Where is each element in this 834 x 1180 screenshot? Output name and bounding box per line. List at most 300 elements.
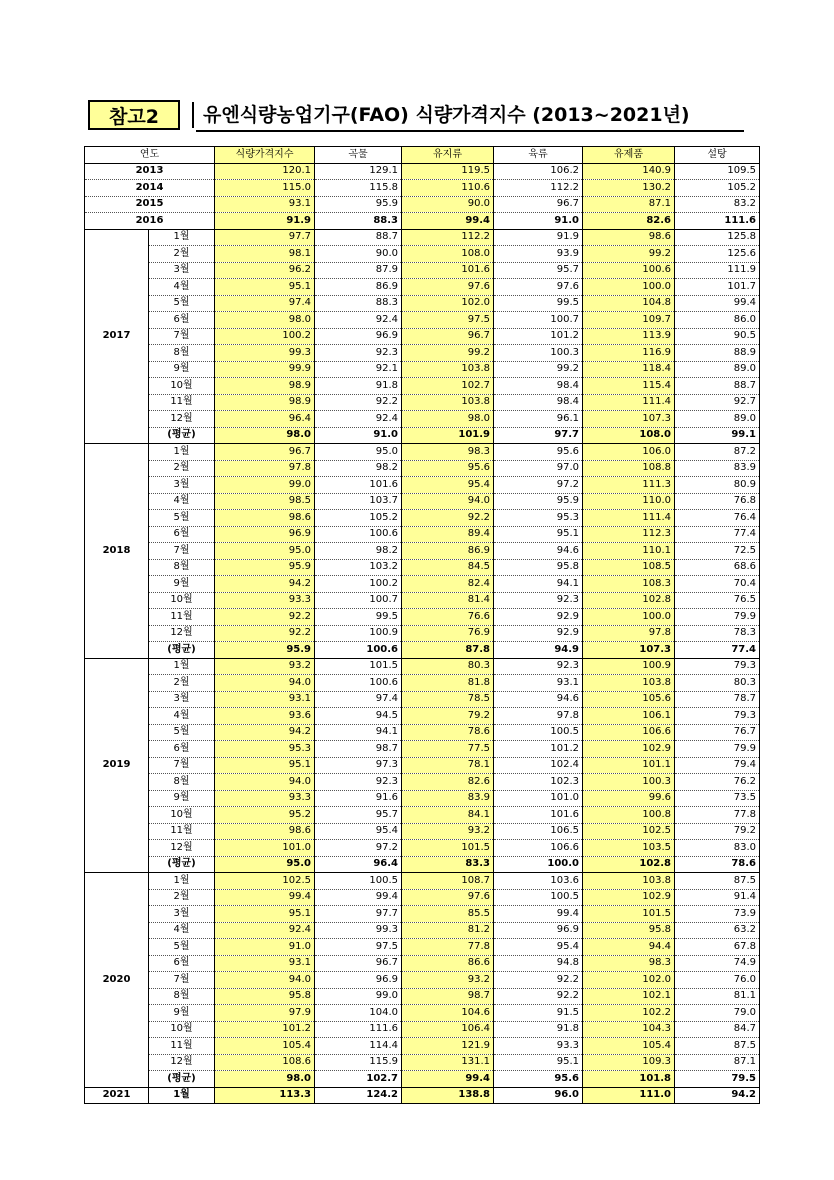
table-row bbox=[85, 972, 760, 989]
cell-food-price-index: 93.1 bbox=[215, 691, 315, 708]
table-row bbox=[85, 658, 760, 675]
cell-sugar: 111.6 bbox=[675, 213, 760, 230]
cell-sugar: 125.6 bbox=[675, 246, 760, 263]
table-row bbox=[85, 592, 760, 609]
cell-food-price-index: 94.0 bbox=[215, 774, 315, 791]
cell-meat: 95.3 bbox=[494, 510, 583, 527]
cell-meat: 102.4 bbox=[494, 757, 583, 774]
cell-meat: 99.2 bbox=[494, 361, 583, 378]
cell-sugar: 74.9 bbox=[675, 955, 760, 972]
cell-meat: 100.7 bbox=[494, 312, 583, 329]
cell-cereals: 115.9 bbox=[315, 1054, 402, 1071]
cell-meat: 92.3 bbox=[494, 592, 583, 609]
cell-food-price-index: 94.0 bbox=[215, 675, 315, 692]
cell-sugar: 111.9 bbox=[675, 262, 760, 279]
cell-food-price-index: 96.4 bbox=[215, 411, 315, 428]
cell-meat: 101.2 bbox=[494, 741, 583, 758]
cell-cereals: 114.4 bbox=[315, 1038, 402, 1055]
month-label: 3월 bbox=[149, 262, 215, 279]
cell-dairy: 97.8 bbox=[583, 625, 675, 642]
cell-food-price-index: 96.9 bbox=[215, 526, 315, 543]
cell-food-price-index: 98.9 bbox=[215, 378, 315, 395]
cell-cereals: 101.6 bbox=[315, 477, 402, 494]
cell-sugar: 87.5 bbox=[675, 1038, 760, 1055]
cell-cereals: 100.6 bbox=[315, 675, 402, 692]
cell-oils: 82.6 bbox=[402, 774, 494, 791]
cell-food-price-index: 115.0 bbox=[215, 180, 315, 197]
cell-meat: 101.2 bbox=[494, 328, 583, 345]
cell-cereals: 90.0 bbox=[315, 246, 402, 263]
year-label: 2014 bbox=[85, 180, 215, 197]
cell-food-price-index: 97.9 bbox=[215, 1005, 315, 1022]
month-label: 3월 bbox=[149, 691, 215, 708]
cell-sugar: 99.1 bbox=[675, 427, 760, 444]
month-label: 4월 bbox=[149, 279, 215, 296]
month-label: 11월 bbox=[149, 394, 215, 411]
cell-meat: 97.6 bbox=[494, 279, 583, 296]
cell-dairy: 102.2 bbox=[583, 1005, 675, 1022]
cell-meat: 95.1 bbox=[494, 526, 583, 543]
cell-sugar: 67.8 bbox=[675, 939, 760, 956]
cell-food-price-index: 102.5 bbox=[215, 873, 315, 890]
month-label: 7월 bbox=[149, 972, 215, 989]
cell-dairy: 100.9 bbox=[583, 658, 675, 675]
table-row bbox=[85, 312, 760, 329]
cell-cereals: 88.3 bbox=[315, 213, 402, 230]
cell-oils: 77.5 bbox=[402, 741, 494, 758]
cell-oils: 138.8 bbox=[402, 1087, 494, 1104]
cell-dairy: 109.7 bbox=[583, 312, 675, 329]
cell-oils: 108.7 bbox=[402, 873, 494, 890]
cell-dairy: 99.6 bbox=[583, 790, 675, 807]
table-row bbox=[85, 180, 760, 197]
cell-oils: 85.5 bbox=[402, 906, 494, 923]
cell-sugar: 87.5 bbox=[675, 873, 760, 890]
table-row bbox=[85, 411, 760, 428]
cell-food-price-index: 93.6 bbox=[215, 708, 315, 725]
cell-dairy: 98.3 bbox=[583, 955, 675, 972]
cell-dairy: 116.9 bbox=[583, 345, 675, 362]
cell-meat: 101.6 bbox=[494, 807, 583, 824]
cell-cereals: 129.1 bbox=[315, 163, 402, 180]
table-row bbox=[85, 1054, 760, 1071]
table-row bbox=[85, 873, 760, 890]
month-label: 1월 bbox=[149, 444, 215, 461]
cell-food-price-index: 93.3 bbox=[215, 790, 315, 807]
cell-cereals: 103.2 bbox=[315, 559, 402, 576]
table-row bbox=[85, 345, 760, 362]
table-row bbox=[85, 378, 760, 395]
cell-sugar: 125.8 bbox=[675, 229, 760, 246]
cell-food-price-index: 95.1 bbox=[215, 279, 315, 296]
month-label: 9월 bbox=[149, 790, 215, 807]
cell-oils: 112.2 bbox=[402, 229, 494, 246]
cell-food-price-index: 95.2 bbox=[215, 807, 315, 824]
table-row bbox=[85, 939, 760, 956]
cell-dairy: 118.4 bbox=[583, 361, 675, 378]
cell-food-price-index: 93.3 bbox=[215, 592, 315, 609]
month-label: 11월 bbox=[149, 1038, 215, 1055]
month-label: 1월 bbox=[149, 1087, 215, 1104]
cell-oils: 99.2 bbox=[402, 345, 494, 362]
month-label: 10월 bbox=[149, 592, 215, 609]
cell-sugar: 73.9 bbox=[675, 906, 760, 923]
cell-food-price-index: 99.9 bbox=[215, 361, 315, 378]
cell-food-price-index: 93.1 bbox=[215, 196, 315, 213]
header-cereals: 곡물 bbox=[315, 147, 402, 164]
cell-meat: 95.6 bbox=[494, 1071, 583, 1088]
table-row bbox=[85, 427, 760, 444]
month-label: 6월 bbox=[149, 526, 215, 543]
table-row bbox=[85, 1005, 760, 1022]
title-separator bbox=[192, 102, 194, 128]
cell-dairy: 106.1 bbox=[583, 708, 675, 725]
month-label: 8월 bbox=[149, 988, 215, 1005]
cell-cereals: 100.6 bbox=[315, 642, 402, 659]
table-row bbox=[85, 493, 760, 510]
year-label: 2015 bbox=[85, 196, 215, 213]
cell-sugar: 79.3 bbox=[675, 708, 760, 725]
cell-oils: 93.2 bbox=[402, 972, 494, 989]
cell-food-price-index: 96.7 bbox=[215, 444, 315, 461]
cell-sugar: 76.4 bbox=[675, 510, 760, 527]
cell-cereals: 92.1 bbox=[315, 361, 402, 378]
table-row bbox=[85, 1071, 760, 1088]
cell-oils: 78.1 bbox=[402, 757, 494, 774]
cell-sugar: 77.4 bbox=[675, 526, 760, 543]
cell-cereals: 101.5 bbox=[315, 658, 402, 675]
table-row bbox=[85, 559, 760, 576]
cell-oils: 101.6 bbox=[402, 262, 494, 279]
cell-sugar: 83.2 bbox=[675, 196, 760, 213]
cell-food-price-index: 95.1 bbox=[215, 757, 315, 774]
cell-oils: 95.6 bbox=[402, 460, 494, 477]
cell-food-price-index: 95.1 bbox=[215, 906, 315, 923]
cell-oils: 84.1 bbox=[402, 807, 494, 824]
month-label: 9월 bbox=[149, 361, 215, 378]
header-sugar: 설탕 bbox=[675, 147, 760, 164]
table-row bbox=[85, 328, 760, 345]
cell-oils: 84.5 bbox=[402, 559, 494, 576]
cell-dairy: 100.8 bbox=[583, 807, 675, 824]
cell-meat: 91.5 bbox=[494, 1005, 583, 1022]
table-row bbox=[85, 856, 760, 873]
cell-sugar: 89.0 bbox=[675, 361, 760, 378]
cell-oils: 76.6 bbox=[402, 609, 494, 626]
cell-food-price-index: 99.4 bbox=[215, 889, 315, 906]
cell-dairy: 105.6 bbox=[583, 691, 675, 708]
cell-sugar: 79.0 bbox=[675, 1005, 760, 1022]
month-label: 6월 bbox=[149, 312, 215, 329]
cell-food-price-index: 92.2 bbox=[215, 609, 315, 626]
table-row bbox=[85, 642, 760, 659]
cell-cereals: 91.6 bbox=[315, 790, 402, 807]
cell-dairy: 103.8 bbox=[583, 675, 675, 692]
cell-dairy: 110.1 bbox=[583, 543, 675, 560]
table-row bbox=[85, 444, 760, 461]
cell-sugar: 78.3 bbox=[675, 625, 760, 642]
cell-dairy: 99.2 bbox=[583, 246, 675, 263]
cell-sugar: 88.9 bbox=[675, 345, 760, 362]
table-row bbox=[85, 460, 760, 477]
month-label: 11월 bbox=[149, 609, 215, 626]
month-label: 10월 bbox=[149, 1021, 215, 1038]
cell-cereals: 92.2 bbox=[315, 394, 402, 411]
cell-sugar: 109.5 bbox=[675, 163, 760, 180]
month-label: 11월 bbox=[149, 823, 215, 840]
cell-dairy: 112.3 bbox=[583, 526, 675, 543]
table-row bbox=[85, 790, 760, 807]
month-label: 9월 bbox=[149, 1005, 215, 1022]
cell-food-price-index: 94.2 bbox=[215, 724, 315, 741]
cell-oils: 83.3 bbox=[402, 856, 494, 873]
cell-cereals: 95.9 bbox=[315, 196, 402, 213]
cell-sugar: 78.6 bbox=[675, 856, 760, 873]
cell-sugar: 86.0 bbox=[675, 312, 760, 329]
month-label: 4월 bbox=[149, 493, 215, 510]
cell-meat: 106.5 bbox=[494, 823, 583, 840]
table-row bbox=[85, 757, 760, 774]
cell-meat: 95.8 bbox=[494, 559, 583, 576]
cell-meat: 95.6 bbox=[494, 444, 583, 461]
cell-food-price-index: 100.2 bbox=[215, 328, 315, 345]
cell-oils: 119.5 bbox=[402, 163, 494, 180]
cell-sugar: 79.5 bbox=[675, 1071, 760, 1088]
cell-dairy: 107.3 bbox=[583, 642, 675, 659]
cell-meat: 100.3 bbox=[494, 345, 583, 362]
table-row bbox=[85, 609, 760, 626]
cell-oils: 108.0 bbox=[402, 246, 494, 263]
table-row bbox=[85, 361, 760, 378]
cell-meat: 91.8 bbox=[494, 1021, 583, 1038]
cell-food-price-index: 94.2 bbox=[215, 576, 315, 593]
cell-food-price-index: 101.0 bbox=[215, 840, 315, 857]
cell-food-price-index: 92.4 bbox=[215, 922, 315, 939]
cell-meat: 100.5 bbox=[494, 724, 583, 741]
cell-meat: 94.6 bbox=[494, 691, 583, 708]
cell-oils: 99.4 bbox=[402, 1071, 494, 1088]
table-row bbox=[85, 691, 760, 708]
cell-sugar: 79.9 bbox=[675, 741, 760, 758]
cell-food-price-index: 95.3 bbox=[215, 741, 315, 758]
cell-meat: 100.0 bbox=[494, 856, 583, 873]
cell-food-price-index: 98.0 bbox=[215, 312, 315, 329]
month-label: 4월 bbox=[149, 708, 215, 725]
cell-cereals: 99.3 bbox=[315, 922, 402, 939]
fao-food-price-index-table bbox=[84, 146, 760, 1104]
cell-cereals: 97.4 bbox=[315, 691, 402, 708]
cell-dairy: 103.5 bbox=[583, 840, 675, 857]
month-label: 2월 bbox=[149, 460, 215, 477]
cell-food-price-index: 98.0 bbox=[215, 1071, 315, 1088]
cell-meat: 94.6 bbox=[494, 543, 583, 560]
cell-sugar: 77.4 bbox=[675, 642, 760, 659]
table-row bbox=[85, 394, 760, 411]
cell-meat: 106.2 bbox=[494, 163, 583, 180]
month-label: 2월 bbox=[149, 889, 215, 906]
cell-dairy: 111.3 bbox=[583, 477, 675, 494]
cell-cereals: 111.6 bbox=[315, 1021, 402, 1038]
cell-food-price-index: 95.9 bbox=[215, 559, 315, 576]
cell-oils: 101.5 bbox=[402, 840, 494, 857]
cell-dairy: 108.5 bbox=[583, 559, 675, 576]
cell-food-price-index: 93.2 bbox=[215, 658, 315, 675]
cell-dairy: 102.9 bbox=[583, 889, 675, 906]
cell-dairy: 110.0 bbox=[583, 493, 675, 510]
month-label: 1월 bbox=[149, 229, 215, 246]
cell-sugar: 80.3 bbox=[675, 675, 760, 692]
cell-cereals: 124.2 bbox=[315, 1087, 402, 1104]
cell-cereals: 94.5 bbox=[315, 708, 402, 725]
cell-cereals: 115.8 bbox=[315, 180, 402, 197]
table-row bbox=[85, 708, 760, 725]
cell-dairy: 94.4 bbox=[583, 939, 675, 956]
cell-sugar: 79.9 bbox=[675, 609, 760, 626]
header-year: 연도 bbox=[85, 147, 215, 164]
cell-dairy: 102.5 bbox=[583, 823, 675, 840]
month-label: 3월 bbox=[149, 477, 215, 494]
cell-oils: 76.9 bbox=[402, 625, 494, 642]
cell-sugar: 76.7 bbox=[675, 724, 760, 741]
cell-cereals: 92.3 bbox=[315, 345, 402, 362]
cell-food-price-index: 98.0 bbox=[215, 427, 315, 444]
cell-food-price-index: 95.0 bbox=[215, 856, 315, 873]
cell-meat: 93.1 bbox=[494, 675, 583, 692]
cell-food-price-index: 93.1 bbox=[215, 955, 315, 972]
cell-meat: 97.8 bbox=[494, 708, 583, 725]
cell-oils: 106.4 bbox=[402, 1021, 494, 1038]
cell-oils: 92.2 bbox=[402, 510, 494, 527]
cell-sugar: 76.8 bbox=[675, 493, 760, 510]
month-label: (평균) bbox=[149, 427, 215, 444]
table-row bbox=[85, 510, 760, 527]
cell-oils: 87.8 bbox=[402, 642, 494, 659]
cell-meat: 97.7 bbox=[494, 427, 583, 444]
table-row bbox=[85, 840, 760, 857]
cell-dairy: 102.9 bbox=[583, 741, 675, 758]
cell-oils: 121.9 bbox=[402, 1038, 494, 1055]
cell-sugar: 83.9 bbox=[675, 460, 760, 477]
table-row bbox=[85, 196, 760, 213]
month-label: 2월 bbox=[149, 246, 215, 263]
cell-dairy: 101.1 bbox=[583, 757, 675, 774]
table-row bbox=[85, 526, 760, 543]
cell-meat: 96.7 bbox=[494, 196, 583, 213]
table-row bbox=[85, 922, 760, 939]
header-dairy: 유제품 bbox=[583, 147, 675, 164]
group-year-label: 2019 bbox=[85, 658, 149, 873]
month-label: 10월 bbox=[149, 807, 215, 824]
cell-cereals: 98.2 bbox=[315, 460, 402, 477]
cell-cereals: 102.7 bbox=[315, 1071, 402, 1088]
cell-oils: 101.9 bbox=[402, 427, 494, 444]
month-label: 6월 bbox=[149, 955, 215, 972]
cell-food-price-index: 97.7 bbox=[215, 229, 315, 246]
cell-cereals: 96.9 bbox=[315, 972, 402, 989]
cell-dairy: 140.9 bbox=[583, 163, 675, 180]
month-label: (평균) bbox=[149, 1071, 215, 1088]
cell-sugar: 68.6 bbox=[675, 559, 760, 576]
cell-oils: 98.0 bbox=[402, 411, 494, 428]
cell-dairy: 113.9 bbox=[583, 328, 675, 345]
cell-meat: 98.4 bbox=[494, 378, 583, 395]
group-year-label: 2017 bbox=[85, 229, 149, 444]
cell-dairy: 95.8 bbox=[583, 922, 675, 939]
cell-sugar: 87.2 bbox=[675, 444, 760, 461]
cell-sugar: 80.9 bbox=[675, 477, 760, 494]
cell-sugar: 73.5 bbox=[675, 790, 760, 807]
cell-food-price-index: 113.3 bbox=[215, 1087, 315, 1104]
cell-food-price-index: 101.2 bbox=[215, 1021, 315, 1038]
cell-oils: 78.6 bbox=[402, 724, 494, 741]
month-label: 7월 bbox=[149, 543, 215, 560]
cell-dairy: 102.8 bbox=[583, 592, 675, 609]
cell-food-price-index: 91.9 bbox=[215, 213, 315, 230]
month-label: 5월 bbox=[149, 724, 215, 741]
table-row bbox=[85, 576, 760, 593]
cell-cereals: 103.7 bbox=[315, 493, 402, 510]
cell-cereals: 91.0 bbox=[315, 427, 402, 444]
cell-sugar: 81.1 bbox=[675, 988, 760, 1005]
table-row bbox=[85, 906, 760, 923]
table-row bbox=[85, 246, 760, 263]
cell-food-price-index: 98.9 bbox=[215, 394, 315, 411]
cell-oils: 86.9 bbox=[402, 543, 494, 560]
cell-food-price-index: 98.1 bbox=[215, 246, 315, 263]
cell-oils: 78.5 bbox=[402, 691, 494, 708]
cell-sugar: 101.7 bbox=[675, 279, 760, 296]
header-meat: 육류 bbox=[494, 147, 583, 164]
table-row bbox=[85, 1038, 760, 1055]
month-label: 4월 bbox=[149, 922, 215, 939]
cell-food-price-index: 108.6 bbox=[215, 1054, 315, 1071]
cell-cereals: 97.3 bbox=[315, 757, 402, 774]
month-label: 8월 bbox=[149, 345, 215, 362]
table-row bbox=[85, 988, 760, 1005]
cell-dairy: 100.3 bbox=[583, 774, 675, 791]
cell-oils: 81.8 bbox=[402, 675, 494, 692]
header-oils: 유지류 bbox=[402, 147, 494, 164]
cell-oils: 82.4 bbox=[402, 576, 494, 593]
header-row bbox=[85, 147, 760, 164]
cell-oils: 83.9 bbox=[402, 790, 494, 807]
cell-cereals: 99.5 bbox=[315, 609, 402, 626]
cell-cereals: 87.9 bbox=[315, 262, 402, 279]
cell-dairy: 115.4 bbox=[583, 378, 675, 395]
group-year-label: 2018 bbox=[85, 444, 149, 659]
cell-cereals: 88.3 bbox=[315, 295, 402, 312]
cell-oils: 93.2 bbox=[402, 823, 494, 840]
month-label: 8월 bbox=[149, 774, 215, 791]
cell-meat: 99.4 bbox=[494, 906, 583, 923]
cell-meat: 101.0 bbox=[494, 790, 583, 807]
cell-oils: 110.6 bbox=[402, 180, 494, 197]
cell-meat: 96.9 bbox=[494, 922, 583, 939]
cell-dairy: 98.6 bbox=[583, 229, 675, 246]
cell-cereals: 88.7 bbox=[315, 229, 402, 246]
cell-cereals: 94.1 bbox=[315, 724, 402, 741]
table-row bbox=[85, 1021, 760, 1038]
cell-meat: 100.5 bbox=[494, 889, 583, 906]
cell-sugar: 78.7 bbox=[675, 691, 760, 708]
cell-sugar: 63.2 bbox=[675, 922, 760, 939]
cell-sugar: 92.7 bbox=[675, 394, 760, 411]
cell-oils: 95.4 bbox=[402, 477, 494, 494]
cell-oils: 97.6 bbox=[402, 889, 494, 906]
cell-dairy: 107.3 bbox=[583, 411, 675, 428]
cell-oils: 98.3 bbox=[402, 444, 494, 461]
cell-cereals: 96.9 bbox=[315, 328, 402, 345]
